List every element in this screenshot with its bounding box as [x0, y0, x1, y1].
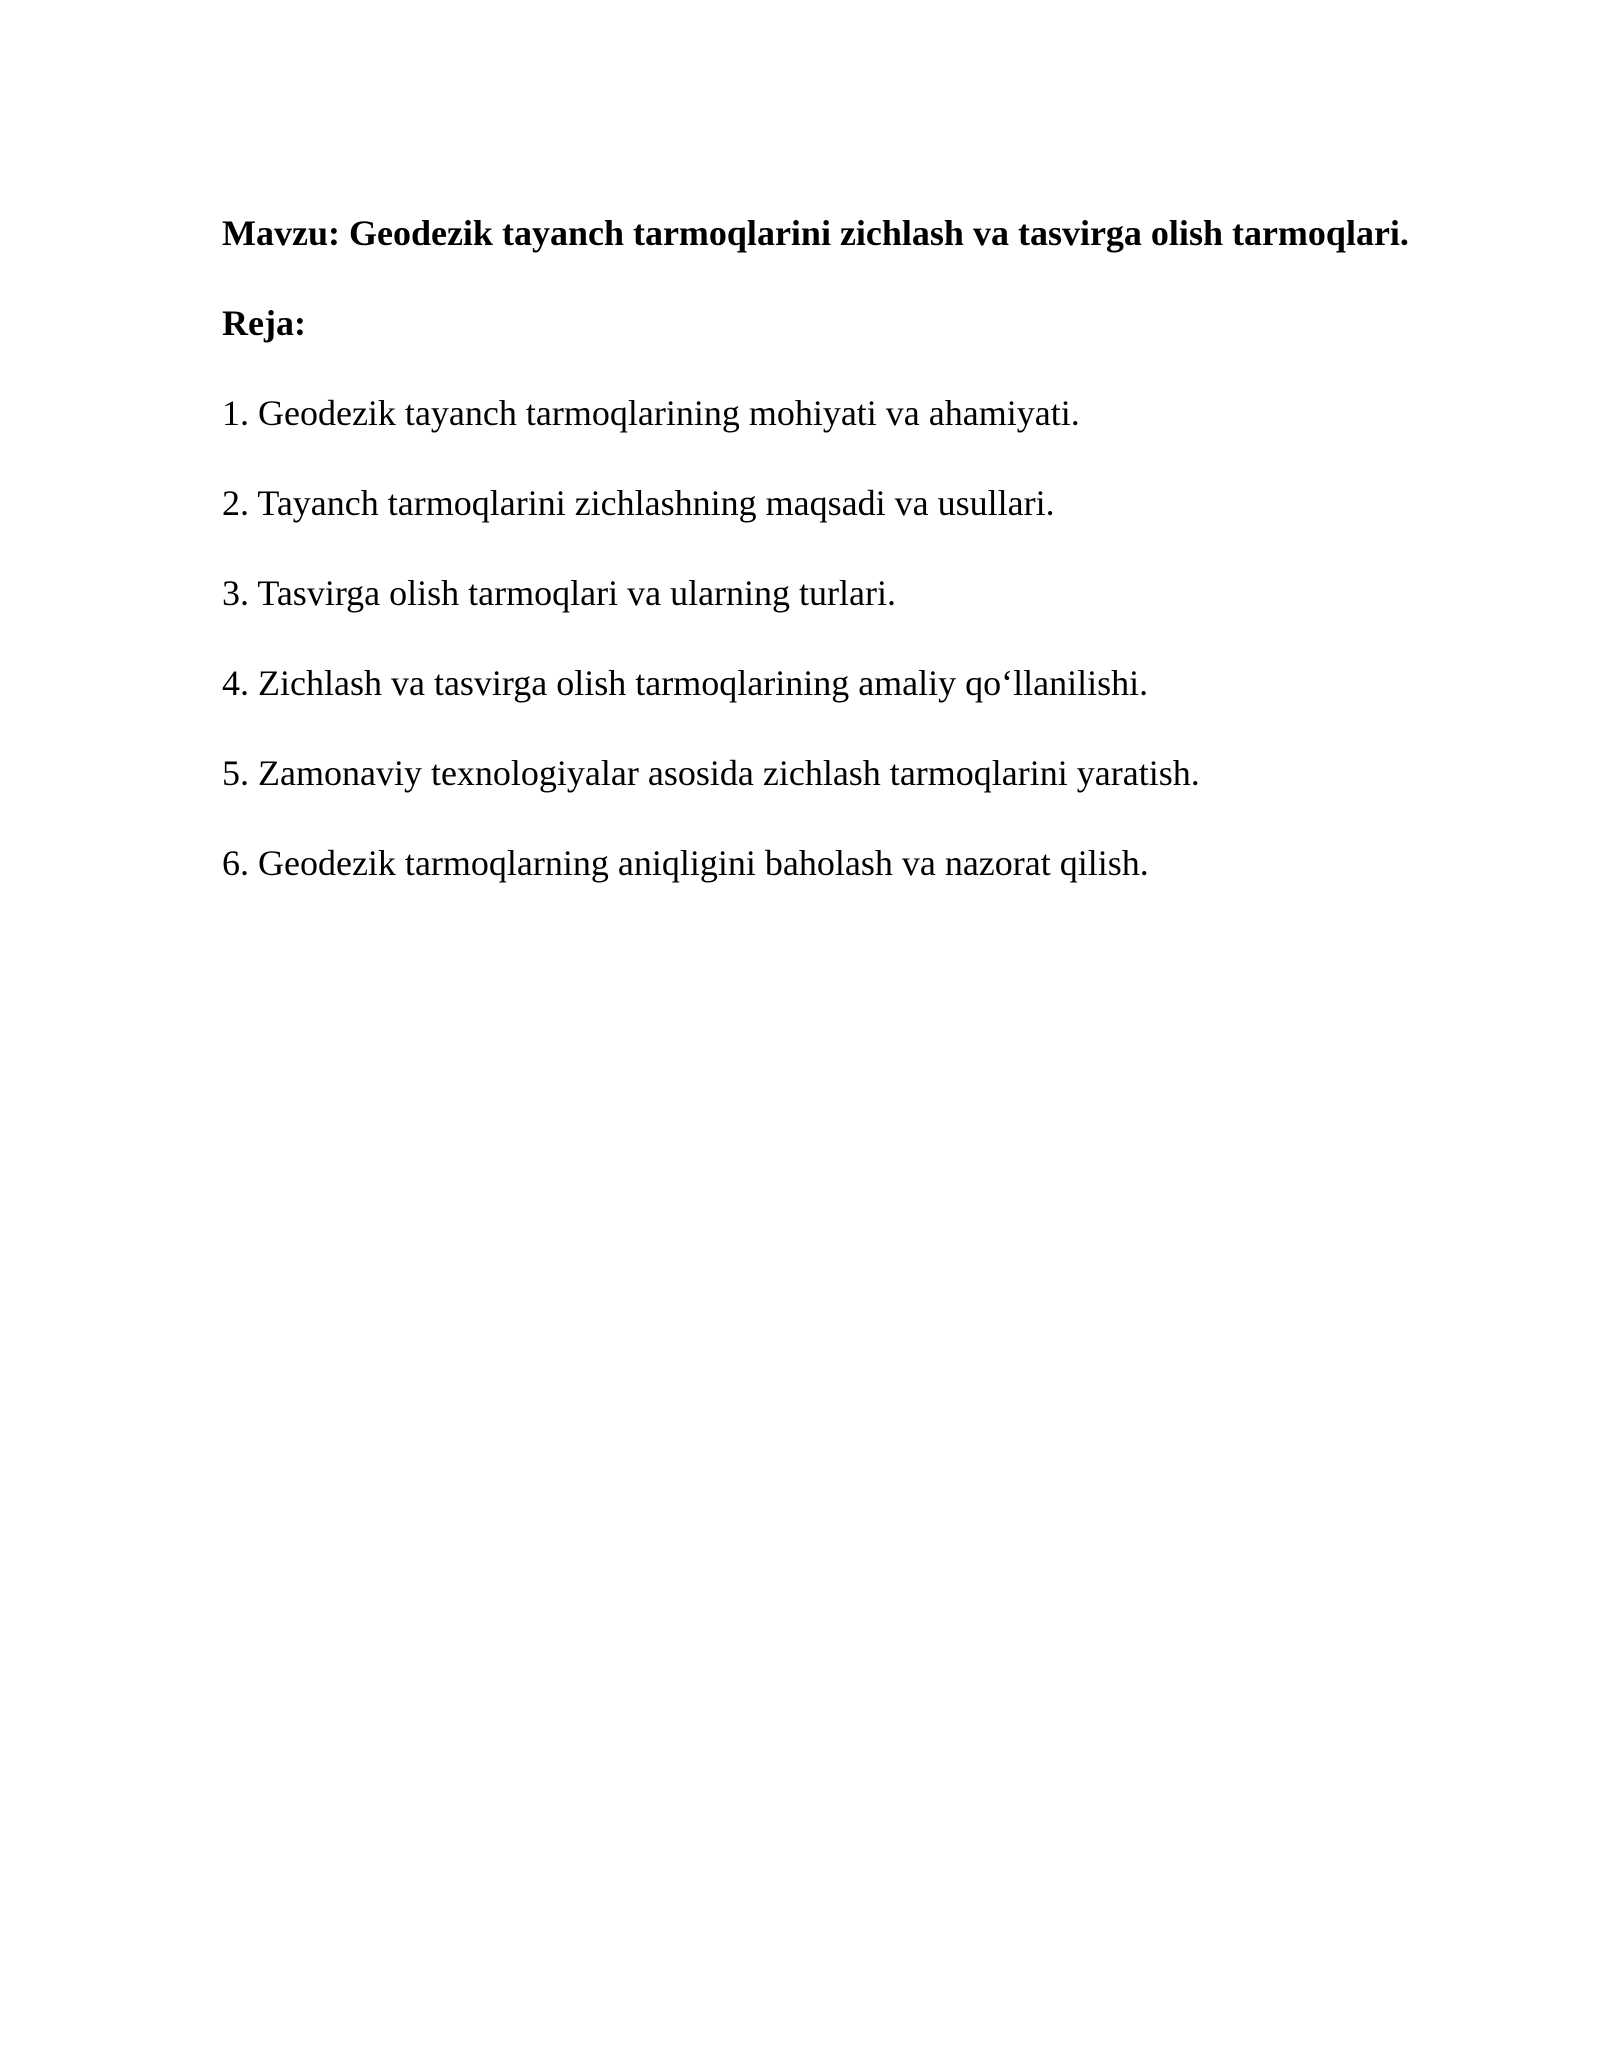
plan-list [222, 388, 1422, 888]
plan-item-2: 2. Tayanch tarmoqlarini zichlashning maqsadi va usullari. [222, 483, 1055, 523]
plan-heading: Reja: [222, 303, 306, 343]
document-title: Mavzu: Geodezik tayanch tarmoqlarini zichlash va tasvirga olish tarmoqlari. [222, 213, 1409, 253]
plan-item-5: 5. Zamonaviy texnologiyalar asosida zichlash tarmoqlarini yaratish. [222, 753, 1200, 793]
plan-item-4: 4. Zichlash va tasvirga olish tarmoqlarining amaliy qo‘llanilishi. [222, 663, 1149, 703]
plan-item-6: 6. Geodezik tarmoqlarning aniqligini baholash va nazorat qilish. [222, 843, 1149, 883]
plan-item-1: 1. Geodezik tayanch tarmoqlarining mohiyati va ahamiyati. [222, 393, 1080, 433]
document-content [222, 208, 1422, 888]
plan-item-3: 3. Tasvirga olish tarmoqlari va ularning turlari. [222, 573, 896, 613]
